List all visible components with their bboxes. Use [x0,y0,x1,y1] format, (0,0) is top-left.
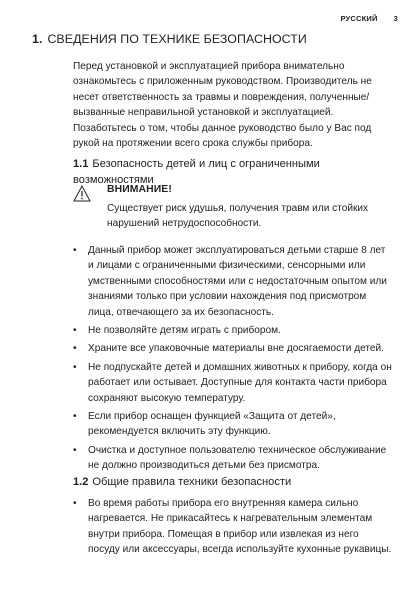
list-item: • Не подпускайте детей и домашних животных к прибору, когда он работает или остывает. Доступные для контакта части прибора сохраняют высокую температуру. [73,360,393,406]
list-item: • Храните все упаковочные материалы вне досягаемости детей. [73,341,393,356]
list-item: • Данный прибор может эксплуатироваться детьми старше 8 лет и лицами с ограниченными физическими, сенсорными или умственными способностями или с недостаточным опытом или знаниями только при условии нахождения под присмотром лица, отвечающего за их безопасность. [73,243,393,320]
list-item: • Во время работы прибора его внутренняя камера сильно нагревается. Не прикасайтесь к нагревательным элементам внутри прибора. Помещая в прибор или извлекая из него посуду или аксессуары, всегда используйте кухонные рукавицы. [73,496,393,558]
subsection-title: Безопасность детей и лиц с ограниченными возможностями [73,158,320,186]
subsection-number: 1.2 [73,476,89,488]
list-item: • Если прибор оснащен функцией «Защита от детей», рекомендуется включить эту функцию. [73,409,393,440]
warning-text: Существует риск удушья, получения травм или стойких нарушений нетрудоспособности. [107,203,369,230]
warning-triangle-icon [73,185,91,202]
subsection-number: 1.1 [73,158,89,170]
section-title: СВЕДЕНИЯ ПО ТЕХНИКЕ БЕЗОПАСНОСТИ [47,32,307,46]
section-heading [32,32,402,46]
subsection-heading-general-safety [73,475,393,491]
page-number: 3 [393,14,398,23]
general-safety-list [73,496,393,561]
list-item: • Не позволяйте детям играть с прибором. [73,323,393,338]
section-number: 1. [32,32,43,46]
subsection-title: Общие правила техники безопасности [92,476,292,488]
list-item: • Очистка и доступное пользователю техническое обслуживание не должно производиться детьми без присмотра. [73,443,393,474]
running-head-language: РУССКИЙ [340,14,378,23]
children-safety-list [73,243,393,477]
warning-title: ВНИМАНИЕ! [107,184,172,195]
intro-paragraph: Перед установкой и эксплуатацией прибора внимательно ознакомьтесь с приложенным руководством. Производитель не несет ответственность за травмы и повреждения, полученные/вызванные неправильной установкой и эксплуатацией. Позаботьтесь о том, чтобы данное руководство было у Вас под рукой на протяжении всего срока службы прибора. [73,61,372,150]
running-head [340,14,398,23]
